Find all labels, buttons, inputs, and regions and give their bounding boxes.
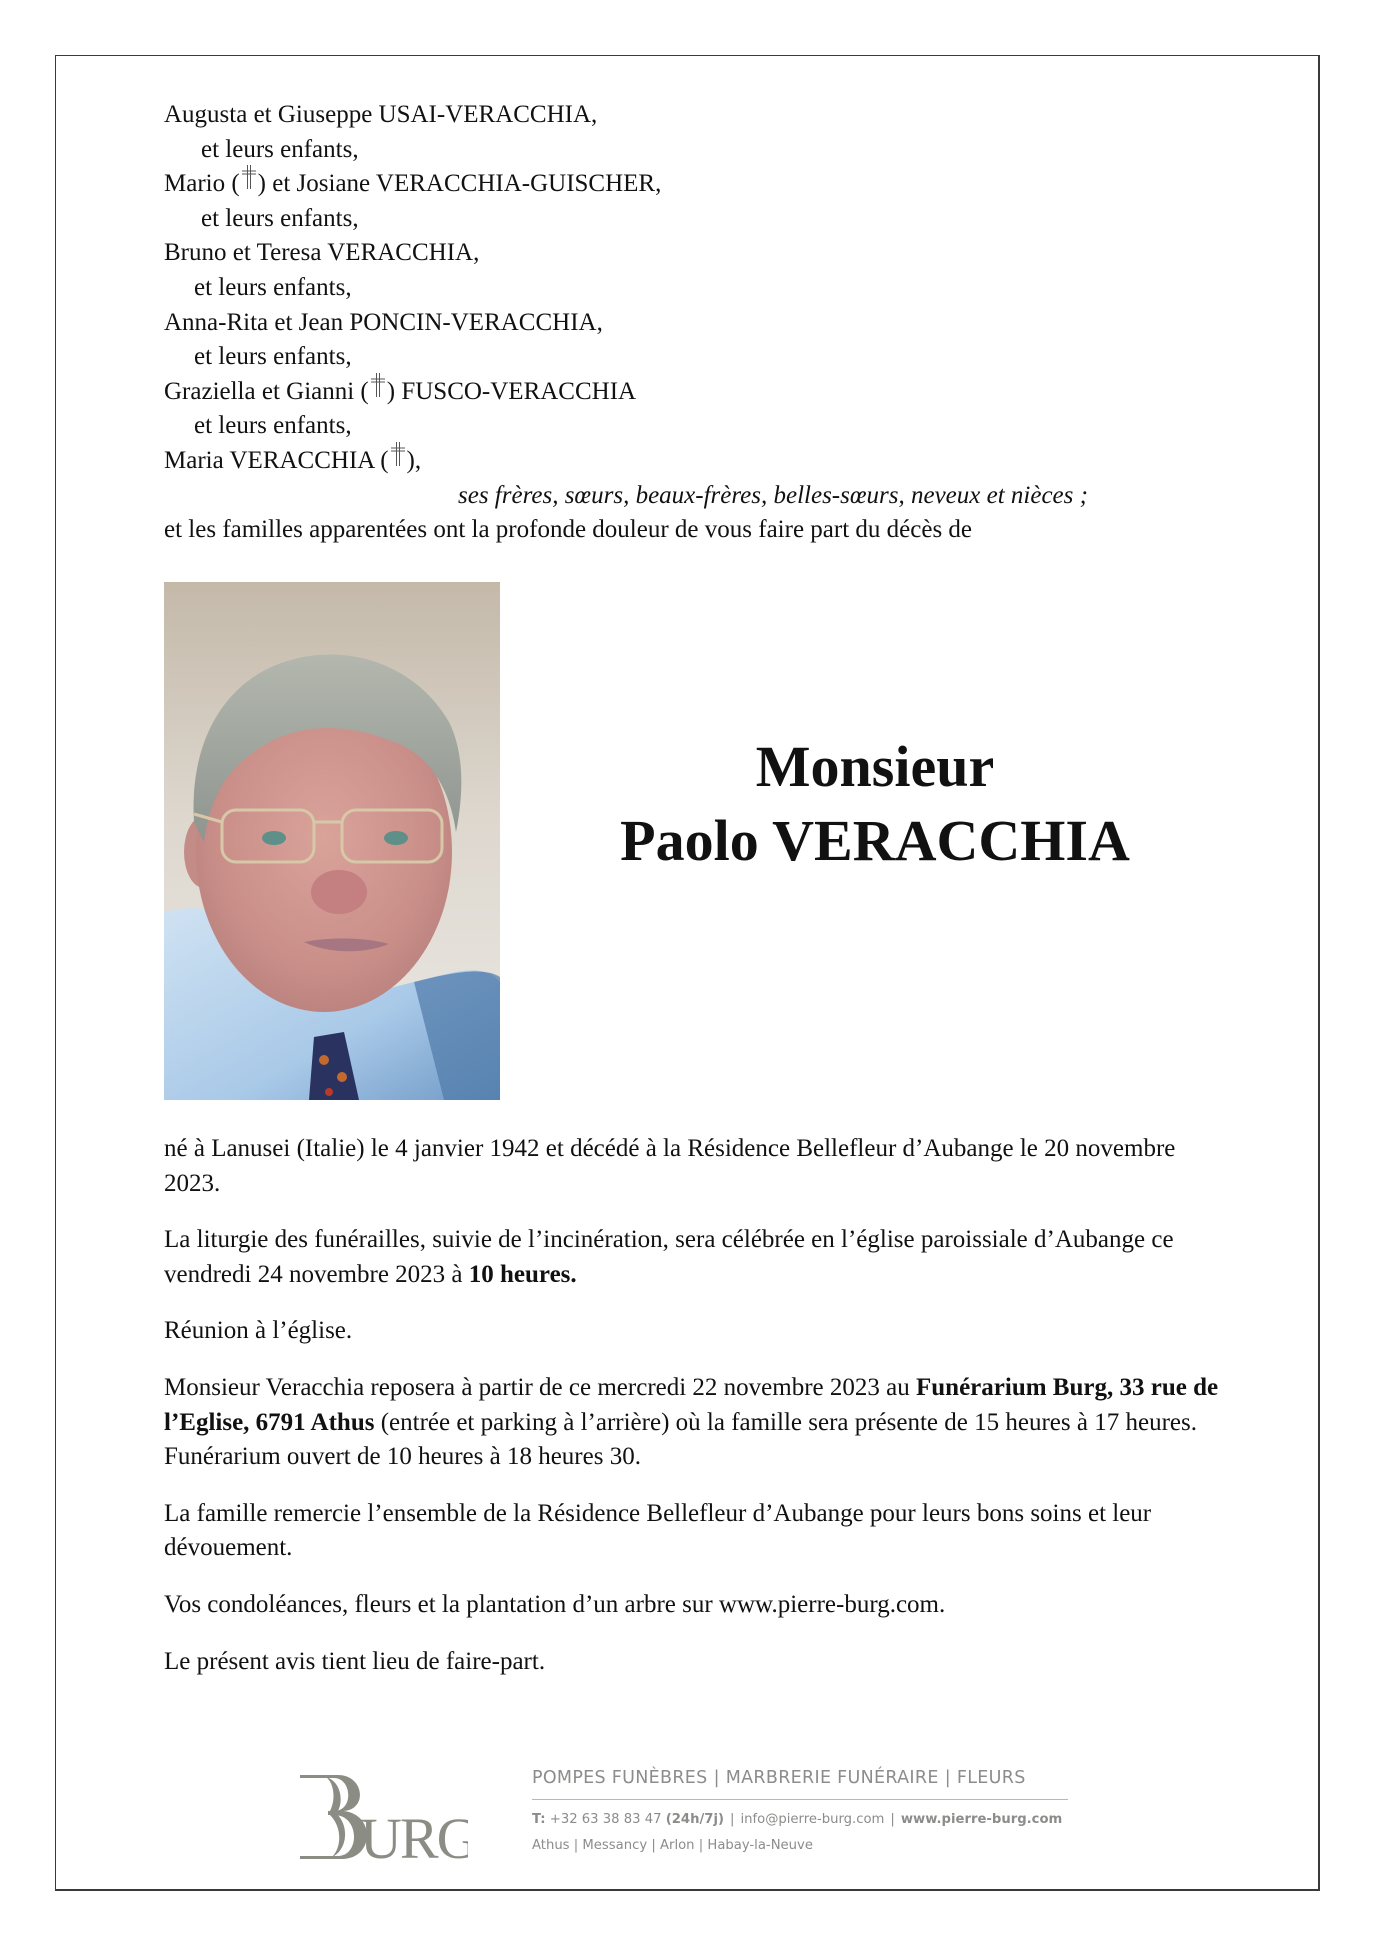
family-children bbox=[164, 271, 1224, 306]
cross-icon bbox=[241, 168, 257, 192]
cross-icon bbox=[370, 376, 386, 400]
notice-paragraph: Le présent avis tient lieu de faire-part. bbox=[164, 1647, 546, 1675]
website-link[interactable]: www.pierre-burg.com bbox=[900, 1812, 1063, 1827]
footer-info bbox=[532, 1765, 1082, 1858]
family-member bbox=[164, 306, 1224, 341]
liturgy-text: La liturgie des funérailles, suivie de l’incinération, sera célébrée en l’église paroissiale d’Aubange ce vendredi 24 novembre 2023 à bbox=[164, 1226, 1174, 1288]
children-label: et leurs enfants, bbox=[201, 204, 359, 232]
phone-hours: (24h/7j) bbox=[665, 1812, 725, 1827]
family-member-name: Maria VERACCHIA ( bbox=[164, 446, 389, 474]
funerarium-address: Funérarium Burg, 33 rue de l’Eglise, 6791 Athus bbox=[164, 1373, 1219, 1436]
deceased-name: Paolo VERACCHIA bbox=[620, 808, 1130, 873]
cross-icon bbox=[390, 445, 406, 469]
children-label: et leurs enfants, bbox=[201, 135, 359, 163]
thanks-paragraph: La famille remercie l’ensemble de la Résidence Bellefleur d’Aubange pour leurs bons soins et leur dévouement. bbox=[164, 1499, 1152, 1562]
liturgy-time: 10 heures. bbox=[468, 1260, 577, 1288]
deceased-title: Monsieur bbox=[755, 734, 995, 799]
condolences-paragraph: Vos condoléances, fleurs et la plantation d’un arbre sur www.pierre-burg.com. bbox=[164, 1590, 946, 1618]
separator: | bbox=[713, 1768, 720, 1788]
family-member bbox=[164, 236, 1224, 271]
family-member bbox=[164, 167, 1224, 202]
family-member bbox=[164, 444, 1224, 479]
footer-divider bbox=[532, 1799, 1068, 1800]
announcement-line: et les familles apparentées ont la profonde douleur de vous faire part du décès de bbox=[164, 516, 973, 544]
rest-paragraph bbox=[164, 1371, 1224, 1475]
service-funeral: POMPES FUNÈBRES bbox=[532, 1768, 708, 1788]
family-member-name: Graziella et Gianni ( bbox=[164, 377, 369, 405]
location-habay: Habay-la-Neuve bbox=[707, 1838, 813, 1853]
family-member bbox=[164, 375, 1224, 410]
birth-death-paragraph: né à Lanusei (Italie) le 4 janvier 1942 et décédé à la Résidence Bellefleur d’Aubange le 20 novembre 2023. bbox=[164, 1135, 1176, 1197]
separator: | bbox=[573, 1838, 579, 1853]
service-marble: MARBRERIE FUNÉRAIRE bbox=[725, 1768, 939, 1788]
funeral-home-footer bbox=[290, 1765, 1080, 1875]
portrait-illustration bbox=[164, 582, 500, 1100]
separator: | bbox=[730, 1812, 735, 1827]
deceased-name-block bbox=[520, 730, 1230, 878]
service-flowers: FLEURS bbox=[956, 1768, 1026, 1788]
contact-line bbox=[532, 1810, 1082, 1830]
family-section bbox=[164, 98, 1224, 548]
family-children bbox=[164, 202, 1224, 237]
family-children bbox=[164, 409, 1224, 444]
location-athus: Athus bbox=[532, 1838, 570, 1853]
location-arlon: Arlon bbox=[660, 1838, 695, 1853]
rest-text: Monsieur Veracchia reposera à partir de ce mercredi 22 novembre 2023 au bbox=[164, 1373, 916, 1401]
services-line bbox=[532, 1765, 1082, 1791]
family-member-name: Augusta et Giuseppe USAI-VERACCHIA, bbox=[164, 101, 598, 128]
email-link[interactable]: info@pierre-burg.com bbox=[740, 1812, 885, 1827]
family-member-name-rest: ) et Josiane VERACCHIA-GUISCHER, bbox=[257, 170, 662, 198]
burg-logo bbox=[298, 1769, 468, 1864]
family-member-name: Bruno et Teresa VERACCHIA, bbox=[164, 239, 480, 267]
children-label: et leurs enfants, bbox=[194, 412, 352, 440]
portrait-photo bbox=[164, 582, 500, 1100]
notice-body bbox=[164, 1132, 1224, 1701]
liturgy-paragraph bbox=[164, 1223, 1224, 1292]
rest-details: (entrée et parking à l’arrière) où la famille sera présente de 15 heures à 17 heures. Funérarium ouvert de 10 heures à 18 heures 30. bbox=[164, 1408, 1197, 1471]
separator: | bbox=[890, 1812, 895, 1827]
phone-label: T: bbox=[532, 1812, 546, 1827]
family-member-name-rest: ), bbox=[406, 446, 422, 474]
family-children bbox=[164, 133, 1224, 168]
location-messancy: Messancy bbox=[582, 1838, 648, 1853]
separator: | bbox=[944, 1768, 951, 1788]
family-member bbox=[164, 98, 1224, 133]
separator: | bbox=[698, 1838, 704, 1853]
children-label: et leurs enfants, bbox=[194, 273, 352, 301]
locations-line bbox=[532, 1834, 1082, 1858]
phone-number[interactable]: +32 63 38 83 47 bbox=[549, 1812, 662, 1827]
logo-text: URG bbox=[360, 1806, 468, 1864]
relatives-line: ses frères, sœurs, beaux-frères, belles-sœurs, neveux et nièces ; bbox=[458, 481, 1088, 509]
children-label: et leurs enfants, bbox=[194, 343, 352, 371]
family-member-name: Mario ( bbox=[164, 170, 240, 198]
separator: | bbox=[651, 1838, 656, 1853]
family-member-name: Anna-Rita et Jean PONCIN-VERACCHIA, bbox=[164, 308, 603, 336]
family-children bbox=[164, 340, 1224, 375]
meeting-paragraph: Réunion à l’église. bbox=[164, 1317, 353, 1345]
family-member-name-rest: ) FUSCO-VERACCHIA bbox=[386, 377, 637, 405]
family-list bbox=[164, 98, 1224, 479]
